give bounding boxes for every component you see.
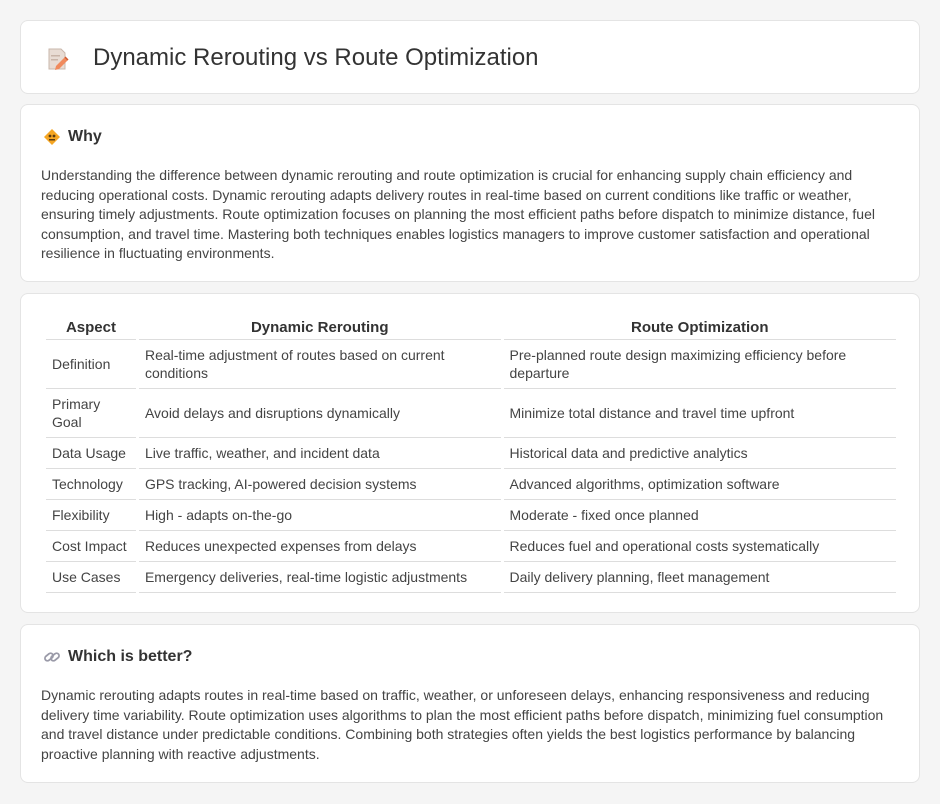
table-row	[46, 389, 896, 438]
dynamic-cell: Emergency deliveries, real-time logistic adjustments	[139, 562, 501, 593]
comparison-table-card	[20, 293, 920, 613]
dynamic-cell: GPS tracking, AI-powered decision systems	[139, 469, 501, 500]
aspect-cell: Use Cases	[46, 562, 136, 593]
why-section	[20, 104, 920, 282]
better-heading: Which is better?	[68, 648, 193, 665]
aspect-cell: Data Usage	[46, 438, 136, 469]
header-dynamic-rerouting: Dynamic Rerouting	[139, 315, 501, 340]
optimization-cell: Historical data and predictive analytics	[504, 438, 896, 469]
table-row	[46, 340, 896, 389]
table-row	[46, 438, 896, 469]
why-heading-row	[43, 127, 102, 147]
page-title: Dynamic Rerouting vs Route Optimization	[93, 44, 539, 71]
link-icon	[43, 648, 61, 666]
title-card	[20, 20, 920, 94]
optimization-cell: Advanced algorithms, optimization software	[504, 469, 896, 500]
optimization-cell: Reduces fuel and operational costs systematically	[504, 531, 896, 562]
why-heading: Why	[68, 128, 102, 145]
aspect-cell: Flexibility	[46, 500, 136, 531]
document-pencil-icon	[47, 47, 69, 71]
aspect-cell: Cost Impact	[46, 531, 136, 562]
header-route-optimization: Route Optimization	[504, 315, 896, 340]
dynamic-cell: Reduces unexpected expenses from delays	[139, 531, 501, 562]
optimization-cell: Pre-planned route design maximizing efficiency before departure	[504, 340, 896, 389]
better-paragraph: Dynamic rerouting adapts routes in real-time based on traffic, weather, or unforeseen delays, enhancing responsiveness and reducing delivery time variability. Route optimization uses algorithms to plan the most efficient paths before dispatch, minimizing fuel consumption and travel distance under predictable conditions. Combining both strategies often yields the best logistics performance by balancing proactive planning with reactive adjustments.	[41, 687, 884, 762]
dynamic-cell: Live traffic, weather, and incident data	[139, 438, 501, 469]
dynamic-cell: Avoid delays and disruptions dynamically	[139, 389, 501, 438]
diamond-sign-icon	[43, 128, 61, 146]
header-aspect: Aspect	[46, 315, 136, 340]
table-row	[46, 531, 896, 562]
which-is-better-section	[20, 624, 920, 783]
table-row	[46, 469, 896, 500]
table-row	[46, 500, 896, 531]
dynamic-cell: Real-time adjustment of routes based on current conditions	[139, 340, 501, 389]
better-heading-row	[43, 647, 192, 667]
why-paragraph: Understanding the difference between dynamic rerouting and route optimization is crucial for enhancing supply chain efficiency and reducing operational costs. Dynamic rerouting adapts delivery routes in real-time based on current conditions like traffic or weather, ensuring timely adjustments. Route optimization focuses on planning the most efficient paths before dispatch to minimize distance, fuel consumption, and travel time. Mastering both techniques enables logistics managers to improve customer satisfaction and operational resilience in fluctuating environments.	[41, 167, 875, 262]
table-row	[46, 562, 896, 593]
optimization-cell: Minimize total distance and travel time upfront	[504, 389, 896, 438]
dynamic-cell: High - adapts on-the-go	[139, 500, 501, 531]
aspect-cell: Technology	[46, 469, 136, 500]
optimization-cell: Daily delivery planning, fleet management	[504, 562, 896, 593]
optimization-cell: Moderate - fixed once planned	[504, 500, 896, 531]
aspect-cell: Definition	[46, 340, 136, 389]
comparison-table	[43, 315, 899, 593]
aspect-cell: Primary Goal	[46, 389, 136, 438]
table-header-row	[46, 315, 896, 340]
